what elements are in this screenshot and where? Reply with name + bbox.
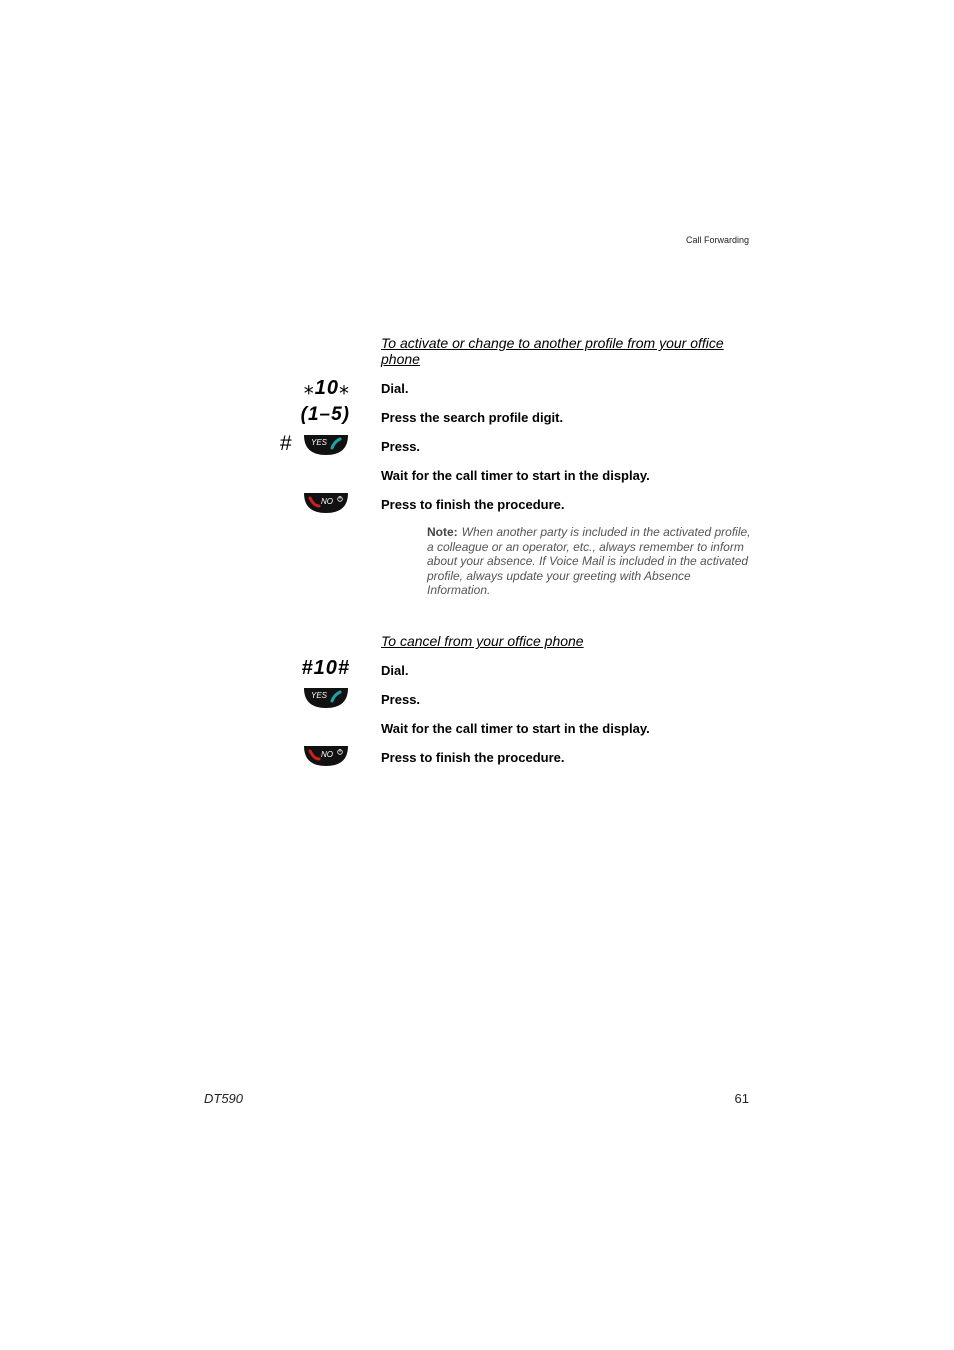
page-number: 61	[734, 1091, 749, 1106]
dial-code-hash-10-hash: #10#	[301, 657, 350, 679]
section-title-cancel: To cancel from your office phone	[381, 633, 584, 649]
dial-code-profile-digit: (1–5)	[300, 404, 350, 425]
step-cancel-wait: Wait for the call timer to start in the display.	[381, 721, 650, 736]
yes-key-label: YES	[311, 691, 328, 700]
section-title-activate: To activate or change to another profile from your office phone	[381, 335, 724, 367]
step-press-yes: Press.	[381, 439, 421, 454]
step-profile-digit: Press the search profile digit.	[381, 410, 564, 425]
step-cancel-finish: Press to finish the procedure.	[381, 750, 565, 765]
yes-key-label: YES	[311, 438, 328, 447]
no-key-label: NO	[321, 750, 333, 759]
step-cancel-press-yes: Press.	[381, 692, 421, 707]
step-cancel-dial: Dial.	[381, 663, 409, 678]
yes-key-icon	[303, 434, 349, 456]
running-header: Call Forwarding	[685, 235, 749, 245]
footer-model: DT590	[204, 1091, 244, 1106]
step-dial: Dial.	[381, 381, 409, 396]
dial-code-star-10-star	[288, 375, 350, 400]
step-finish: Press to finish the procedure.	[381, 497, 565, 512]
note-text: When another party is included in the activated profile, a colleague or an operator, etc., always remember to inform about your absence. If Voice Mail is included in the activated profile, always update your greeting with Absence Information.	[427, 525, 751, 597]
note-label: Note:	[427, 525, 458, 539]
no-key-icon	[303, 745, 349, 767]
star-symbol: ⁎	[339, 377, 350, 399]
note-block	[427, 525, 753, 598]
no-key-label: NO	[321, 497, 333, 506]
code-digits: 10	[314, 377, 339, 399]
step-wait-timer: Wait for the call timer to start in the display.	[381, 468, 650, 483]
no-key-icon	[303, 492, 349, 514]
hash-symbol: #	[280, 432, 292, 455]
yes-key-icon	[303, 687, 349, 709]
star-symbol: ⁎	[303, 377, 315, 399]
